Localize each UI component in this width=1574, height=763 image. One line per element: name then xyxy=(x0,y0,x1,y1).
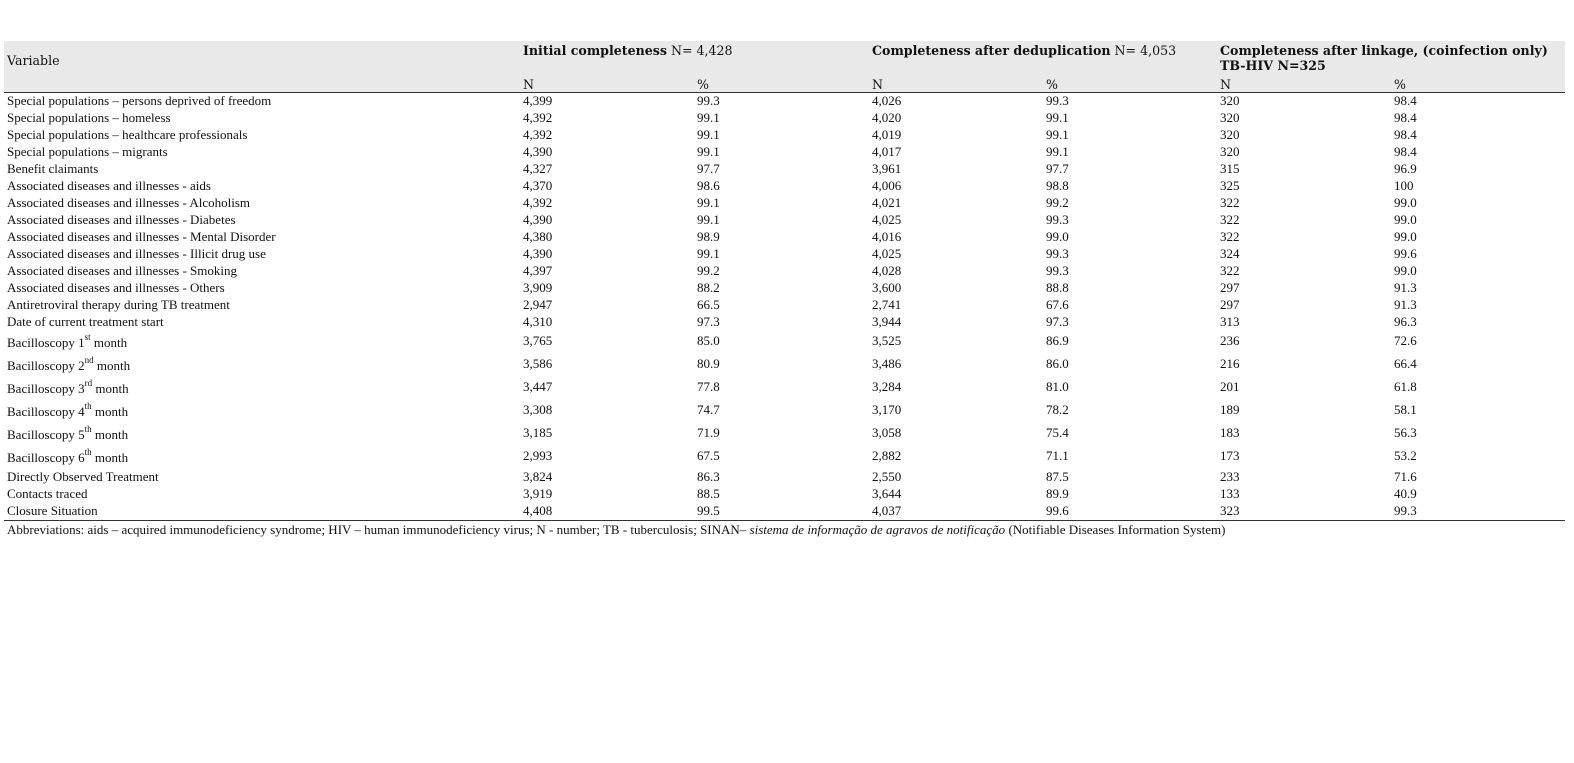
completeness-table-container xyxy=(4,41,1565,521)
dedup-pct-cell: 71.1 xyxy=(1046,448,1069,463)
row-label-suffix: month xyxy=(90,335,128,350)
row-label xyxy=(4,263,520,280)
header-row-groups xyxy=(4,41,1565,77)
initial-n-cell: 3,308 xyxy=(523,402,553,417)
linkage-n-cell: 313 xyxy=(1220,314,1240,329)
linkage-pct-cell: 96.9 xyxy=(1394,161,1417,176)
row-label xyxy=(4,212,520,229)
table-row xyxy=(4,178,1565,195)
initial-n-cell: 3,185 xyxy=(523,425,553,440)
linkage-pct-cell: 98.4 xyxy=(1394,93,1417,108)
group-header-linkage xyxy=(1217,41,1565,77)
dedup-pct-cell: 98.8 xyxy=(1046,178,1069,193)
table-row xyxy=(4,161,1565,178)
dedup-n-cell: 4,019 xyxy=(872,127,902,142)
dedup-n-cell: 3,600 xyxy=(872,280,902,295)
dedup-n-cell: 3,644 xyxy=(872,486,902,501)
initial-pct-cell: 88.5 xyxy=(697,486,720,501)
dedup-pct-cell: 99.3 xyxy=(1046,246,1069,261)
initial-n-cell: 2,947 xyxy=(523,297,553,312)
initial-n-cell: 4,390 xyxy=(523,144,553,159)
initial-n-cell: 4,399 xyxy=(523,93,553,108)
initial-n-cell: 4,397 xyxy=(523,263,553,278)
linkage-pct-cell: 53.2 xyxy=(1394,448,1417,463)
row-label-text: Bacilloscopy 2 xyxy=(7,358,85,373)
table-row xyxy=(4,263,1565,280)
table-row xyxy=(4,503,1565,521)
linkage-pct-cell: 98.4 xyxy=(1394,110,1417,125)
linkage-pct-cell: 99.0 xyxy=(1394,195,1417,210)
row-label xyxy=(4,161,520,178)
row-label-suffix: month xyxy=(93,358,131,373)
table-row xyxy=(4,314,1565,331)
dedup-n-cell: 4,021 xyxy=(872,195,902,210)
row-label xyxy=(4,178,520,195)
linkage-n-cell: 320 xyxy=(1220,93,1240,108)
subcol-header: N xyxy=(520,77,694,93)
row-label-ordinal: th xyxy=(84,447,92,457)
row-label-ordinal: th xyxy=(84,401,92,411)
table-row xyxy=(4,246,1565,263)
initial-n-cell: 4,392 xyxy=(523,195,553,210)
row-label-suffix: month xyxy=(91,450,129,465)
table-row xyxy=(4,486,1565,503)
row-label xyxy=(4,280,520,297)
initial-pct-cell: 88.2 xyxy=(697,280,720,295)
linkage-n-cell: 297 xyxy=(1220,280,1240,295)
dedup-pct-cell: 89.9 xyxy=(1046,486,1069,501)
linkage-n-cell: 322 xyxy=(1220,195,1240,210)
dedup-pct-cell: 87.5 xyxy=(1046,469,1069,484)
table-row xyxy=(4,195,1565,212)
linkage-pct-cell: 66.4 xyxy=(1394,356,1417,371)
linkage-n-cell: 236 xyxy=(1220,333,1240,348)
linkage-pct-cell: 99.0 xyxy=(1394,229,1417,244)
row-label xyxy=(4,354,520,377)
dedup-n-cell: 4,025 xyxy=(872,246,902,261)
initial-pct-cell: 99.1 xyxy=(697,246,720,261)
linkage-pct-cell: 72.6 xyxy=(1394,333,1417,348)
linkage-pct-cell: 99.3 xyxy=(1391,503,1565,521)
row-label-suffix: month xyxy=(91,404,129,419)
linkage-pct-cell: 99.0 xyxy=(1394,263,1417,278)
initial-pct-cell: 66.5 xyxy=(697,297,720,312)
linkage-n-cell: 216 xyxy=(1220,356,1240,371)
row-label xyxy=(4,400,520,423)
dedup-pct-cell: 81.0 xyxy=(1046,379,1069,394)
initial-n-cell: 4,390 xyxy=(523,246,553,261)
row-label xyxy=(4,423,520,446)
row-label-text: Bacilloscopy 6 xyxy=(7,450,85,465)
initial-n-cell: 4,390 xyxy=(523,212,553,227)
dedup-pct-cell: 99.6 xyxy=(1043,503,1217,521)
initial-pct-cell: 85.0 xyxy=(697,333,720,348)
initial-n-cell: 4,327 xyxy=(523,161,553,176)
table-row xyxy=(4,212,1565,229)
table-row xyxy=(4,354,1565,377)
linkage-n-cell: 322 xyxy=(1220,229,1240,244)
linkage-n-cell: 320 xyxy=(1220,144,1240,159)
dedup-n-cell: 3,525 xyxy=(872,333,902,348)
row-label-text: Closure Situation xyxy=(7,503,98,518)
row-label-text: Special populations – migrants xyxy=(7,144,168,159)
table-row xyxy=(4,423,1565,446)
completeness-table xyxy=(4,41,1565,521)
linkage-pct-cell: 98.4 xyxy=(1394,144,1417,159)
row-label xyxy=(4,377,520,400)
row-label-text: Special populations – homeless xyxy=(7,110,171,125)
table-row xyxy=(4,93,1565,111)
row-label-text: Bacilloscopy 1 xyxy=(7,335,85,350)
group-header-dedup-n: N= 4,053 xyxy=(1110,43,1177,58)
variable-header: Variable xyxy=(4,41,520,77)
footnote-italic: sistema de informação de agravos de notificação xyxy=(749,522,1006,537)
dedup-pct-cell: 99.1 xyxy=(1046,110,1069,125)
dedup-n-cell: 4,006 xyxy=(872,178,902,193)
linkage-n-cell: 233 xyxy=(1220,469,1240,484)
initial-pct-cell: 99.1 xyxy=(697,110,720,125)
dedup-pct-cell: 99.1 xyxy=(1046,144,1069,159)
row-label-text: Special populations – healthcare professionals xyxy=(7,127,248,142)
initial-pct-cell: 99.1 xyxy=(697,195,720,210)
table-row xyxy=(4,110,1565,127)
dedup-pct-cell: 99.1 xyxy=(1046,127,1069,142)
row-label-text: Bacilloscopy 3 xyxy=(7,381,85,396)
row-label-text: Associated diseases and illnesses - Diabetes xyxy=(7,212,236,227)
dedup-n-cell: 3,284 xyxy=(872,379,902,394)
initial-pct-cell: 67.5 xyxy=(697,448,720,463)
initial-pct-cell: 71.9 xyxy=(697,425,720,440)
dedup-pct-cell: 86.0 xyxy=(1046,356,1069,371)
row-label-text: Contacts traced xyxy=(7,486,88,501)
subcol-header: % xyxy=(1043,77,1217,93)
initial-n-cell: 3,909 xyxy=(523,280,553,295)
linkage-n-cell: 189 xyxy=(1220,402,1240,417)
row-label-text: Antiretroviral therapy during TB treatment xyxy=(7,297,230,312)
row-label-text: Bacilloscopy 4 xyxy=(7,404,85,419)
linkage-n-cell: 133 xyxy=(1220,486,1240,501)
row-label xyxy=(4,469,520,486)
dedup-n-cell: 4,017 xyxy=(872,144,902,159)
dedup-n-cell: 3,058 xyxy=(872,425,902,440)
linkage-pct-cell: 56.3 xyxy=(1394,425,1417,440)
linkage-pct-cell: 58.1 xyxy=(1394,402,1417,417)
dedup-n-cell: 4,028 xyxy=(872,263,902,278)
dedup-pct-cell: 97.7 xyxy=(1046,161,1069,176)
initial-n-cell: 3,765 xyxy=(523,333,553,348)
linkage-pct-cell: 100 xyxy=(1394,178,1414,193)
row-label-text: Associated diseases and illnesses - Smoking xyxy=(7,263,237,278)
subcol-header: N xyxy=(869,77,1043,93)
row-label-text: Associated diseases and illnesses - Illicit drug use xyxy=(7,246,266,261)
group-header-dedup-title: Completeness after deduplication xyxy=(872,43,1111,58)
initial-n-cell: 3,586 xyxy=(523,356,553,371)
table-row xyxy=(4,400,1565,423)
subcol-blank xyxy=(4,77,520,93)
linkage-pct-cell: 98.4 xyxy=(1394,127,1417,142)
dedup-n-cell: 2,741 xyxy=(872,297,902,312)
table-row xyxy=(4,446,1565,469)
initial-pct-cell: 74.7 xyxy=(697,402,720,417)
linkage-n-cell: 325 xyxy=(1220,178,1240,193)
dedup-n-cell: 4,026 xyxy=(872,93,902,108)
initial-n-cell: 4,380 xyxy=(523,229,553,244)
row-label-ordinal: rd xyxy=(84,378,93,388)
row-label xyxy=(4,127,520,144)
initial-n-cell: 2,993 xyxy=(523,448,553,463)
linkage-n-cell: 183 xyxy=(1220,425,1240,440)
footnote-text: Abbreviations: aids – acquired immunodeficiency syndrome; HIV – human immunodeficiency virus; N - number; TB - tuberculosis; SINAN– xyxy=(7,522,750,537)
linkage-n-cell: 173 xyxy=(1220,448,1240,463)
row-label-suffix: month xyxy=(92,381,129,396)
linkage-n-cell: 201 xyxy=(1220,379,1240,394)
dedup-n-cell: 3,486 xyxy=(872,356,902,371)
row-label xyxy=(4,503,520,521)
linkage-pct-cell: 61.8 xyxy=(1394,379,1417,394)
row-label xyxy=(4,446,520,469)
row-label-text: Associated diseases and illnesses - Mental Disorder xyxy=(7,229,276,244)
initial-n-cell: 4,310 xyxy=(523,314,553,329)
linkage-pct-cell: 99.0 xyxy=(1394,212,1417,227)
row-label-text: Benefit claimants xyxy=(7,161,99,176)
row-label-text: Associated diseases and illnesses - Others xyxy=(7,280,225,295)
row-label xyxy=(4,195,520,212)
dedup-n-cell: 3,961 xyxy=(872,161,902,176)
initial-n-cell: 4,392 xyxy=(523,110,553,125)
dedup-pct-cell: 97.3 xyxy=(1046,314,1069,329)
dedup-pct-cell: 99.3 xyxy=(1046,93,1069,108)
table-row xyxy=(4,127,1565,144)
group-header-linkage-title: Completeness after linkage, (coinfection only) xyxy=(1220,43,1548,58)
row-label-text: Associated diseases and illnesses - aids xyxy=(7,178,211,193)
initial-n-cell: 3,919 xyxy=(523,486,553,501)
row-label xyxy=(4,486,520,503)
dedup-n-cell: 2,550 xyxy=(872,469,902,484)
table-row xyxy=(4,469,1565,486)
subcol-header: % xyxy=(694,77,869,93)
dedup-n-cell: 2,882 xyxy=(872,448,902,463)
linkage-pct-cell: 71.6 xyxy=(1394,469,1417,484)
linkage-pct-cell: 91.3 xyxy=(1394,297,1417,312)
linkage-n-cell: 320 xyxy=(1220,110,1240,125)
group-header-linkage-subtitle: TB-HIV N=325 xyxy=(1220,58,1326,73)
initial-pct-cell: 98.9 xyxy=(697,229,720,244)
row-label-text: Directly Observed Treatment xyxy=(7,469,159,484)
initial-pct-cell: 99.5 xyxy=(694,503,869,521)
row-label xyxy=(4,144,520,161)
linkage-n-cell: 323 xyxy=(1217,503,1391,521)
table-body xyxy=(4,93,1565,521)
dedup-n-cell: 4,016 xyxy=(872,229,902,244)
row-label-suffix: month xyxy=(91,427,129,442)
linkage-pct-cell: 40.9 xyxy=(1394,486,1417,501)
row-label-ordinal: nd xyxy=(84,355,94,365)
initial-pct-cell: 80.9 xyxy=(697,356,720,371)
footnote-suffix: (Notifiable Diseases Information System) xyxy=(1005,522,1226,537)
dedup-pct-cell: 67.6 xyxy=(1046,297,1069,312)
initial-n-cell: 3,447 xyxy=(523,379,553,394)
dedup-n-cell: 3,170 xyxy=(872,402,902,417)
linkage-pct-cell: 96.3 xyxy=(1394,314,1417,329)
row-label-ordinal: st xyxy=(84,332,91,342)
initial-pct-cell: 86.3 xyxy=(697,469,720,484)
group-header-initial-n: N= 4,428 xyxy=(666,43,733,58)
initial-n-cell: 4,408 xyxy=(520,503,694,521)
dedup-pct-cell: 86.9 xyxy=(1046,333,1069,348)
initial-n-cell: 4,392 xyxy=(523,127,553,142)
initial-n-cell: 4,370 xyxy=(523,178,553,193)
linkage-n-cell: 320 xyxy=(1220,127,1240,142)
linkage-n-cell: 315 xyxy=(1220,161,1240,176)
linkage-n-cell: 297 xyxy=(1220,297,1240,312)
initial-pct-cell: 99.1 xyxy=(697,127,720,142)
initial-pct-cell: 99.1 xyxy=(697,212,720,227)
dedup-n-cell: 4,020 xyxy=(872,110,902,125)
dedup-pct-cell: 99.0 xyxy=(1046,229,1069,244)
linkage-n-cell: 324 xyxy=(1220,246,1240,261)
group-header-initial-title: Initial completeness xyxy=(523,43,667,58)
initial-pct-cell: 99.2 xyxy=(697,263,720,278)
row-label xyxy=(4,246,520,263)
subcol-header: % xyxy=(1391,77,1565,93)
linkage-pct-cell: 99.6 xyxy=(1394,246,1417,261)
row-label-text: Bacilloscopy 5 xyxy=(7,427,85,442)
dedup-n-cell: 4,025 xyxy=(872,212,902,227)
dedup-pct-cell: 99.2 xyxy=(1046,195,1069,210)
dedup-n-cell: 3,944 xyxy=(872,314,902,329)
subcol-header: N xyxy=(1217,77,1391,93)
row-label xyxy=(4,110,520,127)
linkage-n-cell: 322 xyxy=(1220,263,1240,278)
footnote xyxy=(7,521,1527,538)
table-row xyxy=(4,377,1565,400)
group-header-initial xyxy=(520,41,869,77)
row-label-text: Special populations – persons deprived of freedom xyxy=(7,93,272,108)
initial-pct-cell: 99.1 xyxy=(697,144,720,159)
row-label xyxy=(4,297,520,314)
initial-n-cell: 3,824 xyxy=(523,469,553,484)
row-label-text: Date of current treatment start xyxy=(7,314,164,329)
initial-pct-cell: 99.3 xyxy=(697,93,720,108)
row-label xyxy=(4,229,520,246)
table-row xyxy=(4,331,1565,354)
dedup-pct-cell: 88.8 xyxy=(1046,280,1069,295)
dedup-pct-cell: 99.3 xyxy=(1046,263,1069,278)
row-label xyxy=(4,93,520,111)
initial-pct-cell: 98.6 xyxy=(697,178,720,193)
linkage-n-cell: 322 xyxy=(1220,212,1240,227)
initial-pct-cell: 97.7 xyxy=(697,161,720,176)
linkage-pct-cell: 91.3 xyxy=(1394,280,1417,295)
row-label-ordinal: th xyxy=(84,424,92,434)
dedup-pct-cell: 78.2 xyxy=(1046,402,1069,417)
dedup-n-cell: 4,037 xyxy=(869,503,1043,521)
initial-pct-cell: 97.3 xyxy=(697,314,720,329)
dedup-pct-cell: 99.3 xyxy=(1046,212,1069,227)
group-header-dedup xyxy=(869,41,1217,77)
table-row xyxy=(4,280,1565,297)
table-row xyxy=(4,297,1565,314)
row-label-text: Associated diseases and illnesses - Alcoholism xyxy=(7,195,250,210)
dedup-pct-cell: 75.4 xyxy=(1046,425,1069,440)
row-label xyxy=(4,331,520,354)
table-row xyxy=(4,229,1565,246)
row-label xyxy=(4,314,520,331)
initial-pct-cell: 77.8 xyxy=(697,379,720,394)
header-row-subcols xyxy=(4,77,1565,93)
table-row xyxy=(4,144,1565,161)
